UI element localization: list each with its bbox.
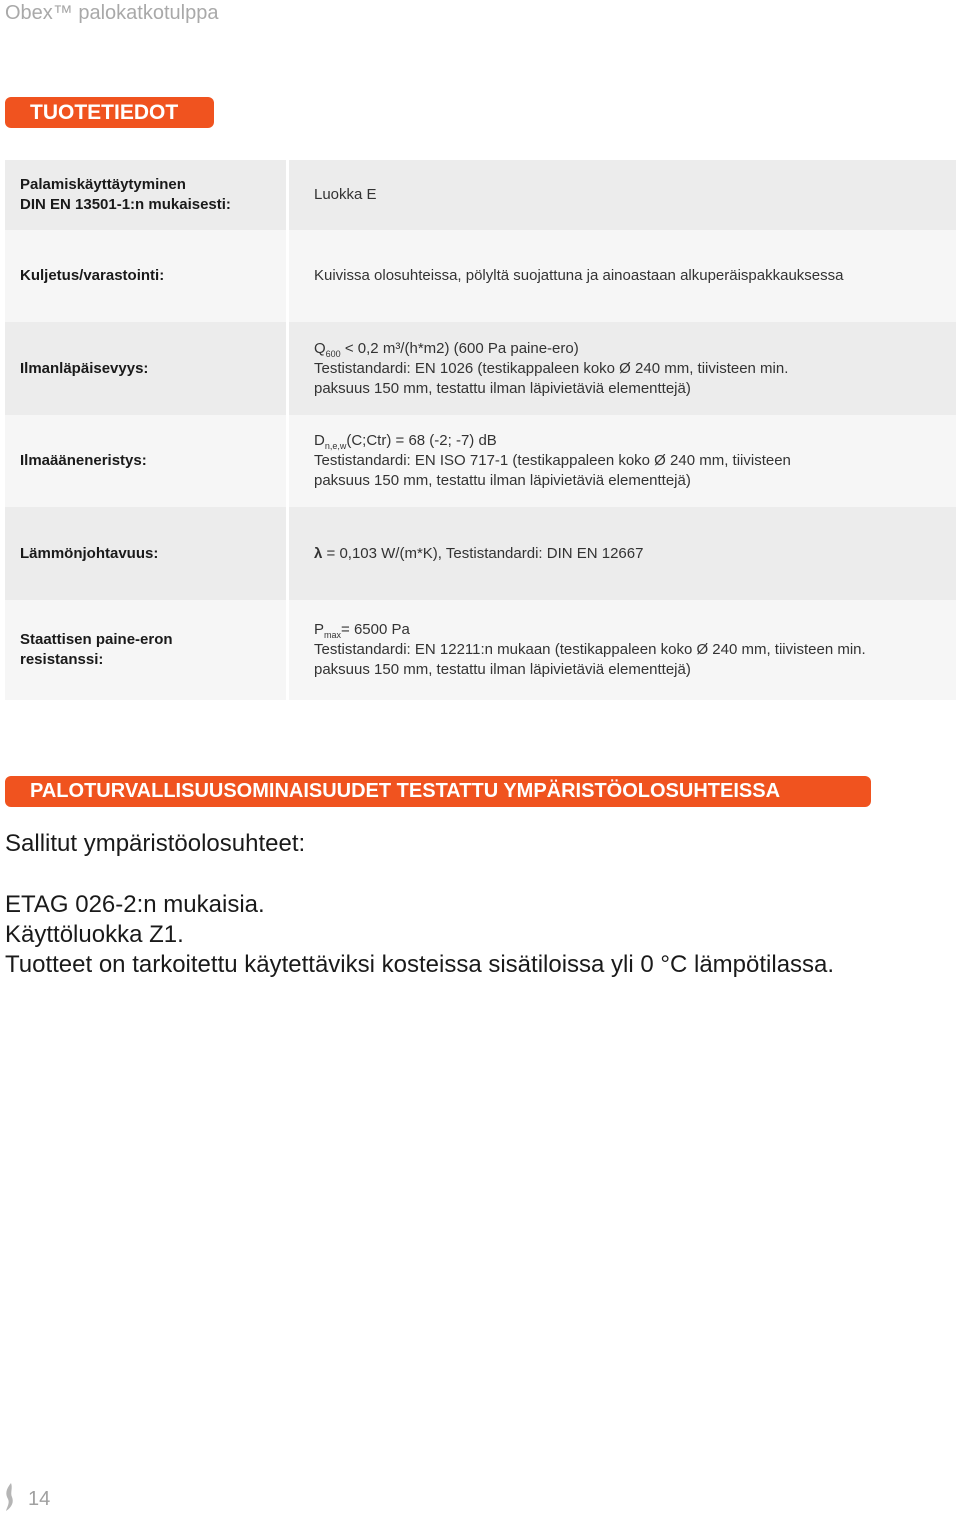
- spec-row-air-permeability: [5, 322, 956, 415]
- spec-value-line: Testistandardi: EN 12211:n mukaan (testikappaleen koko Ø 240 mm, tiivisteen min.: [314, 641, 866, 658]
- spec-label-line: Palamiskäyttäytyminen: [20, 176, 186, 193]
- spec-label-line: Kuljetus/varastointi:: [20, 267, 165, 284]
- spec-row-transport-storage: [5, 230, 956, 322]
- spec-row-fire-behaviour: [5, 160, 956, 230]
- spec-value-line: Kuivissa olosuhteissa, pölyltä suojattuna ja ainoastaan alkuperäispakkauksessa: [314, 267, 844, 284]
- spec-formula: [314, 544, 956, 564]
- formula-symbol: λ: [314, 544, 323, 562]
- spec-value-line: Luokka E: [314, 186, 377, 203]
- spec-label: [5, 322, 288, 415]
- environment-line: ETAG 026-2:n mukaisia.: [5, 891, 265, 918]
- spec-label-line: Ilmaääneneristys:: [20, 452, 147, 469]
- formula-symbol: Q: [314, 339, 326, 357]
- document-header-title: Obex™ palokatkotulppa: [5, 2, 219, 24]
- formula-text: = 0,103 W/(m*K), Testistandardi: DIN EN 12667: [322, 544, 644, 562]
- formula-subscript: 600: [325, 348, 341, 359]
- environment-line: Tuotteet on tarkoitettu käytettäviksi kosteissa sisätiloissa yli 0 °C lämpötilassa.: [5, 951, 835, 978]
- formula-text: = 6500 Pa: [341, 621, 410, 638]
- spec-label-line: Lämmönjohtavuus:: [20, 544, 159, 562]
- spec-label: [5, 600, 288, 700]
- spec-value-line: Testistandardi: EN 1026 (testikappaleen koko Ø 240 mm, tiivisteen min.: [314, 359, 789, 377]
- formula-text: (C;Ctr) = 68 (-2; -7) dB: [346, 432, 497, 449]
- spec-formula: [314, 620, 956, 640]
- spec-label: [5, 230, 288, 322]
- formula-text: < 0,2 m³/(h*m2) (600 Pa paine-ero): [340, 339, 579, 357]
- formula-subscript: max: [324, 630, 342, 640]
- spec-row-static-pressure-resistance: [5, 600, 956, 700]
- spec-label: [5, 507, 288, 600]
- product-info-banner: TUOTETIEDOT: [5, 97, 214, 128]
- spec-label: [5, 415, 288, 507]
- environment-text: [5, 890, 834, 980]
- formula-symbol: P: [314, 621, 325, 638]
- spec-value: [288, 415, 957, 507]
- spec-label: [5, 160, 288, 230]
- environment-line: Käyttöluokka Z1.: [5, 921, 184, 948]
- spec-formula: [314, 431, 956, 451]
- spec-value: [288, 600, 957, 700]
- spec-value: [288, 322, 957, 415]
- page-footer: [4, 1482, 50, 1517]
- spec-label-line: Staattisen paine-eron: [20, 631, 173, 648]
- spec-value-line: paksuus 150 mm, testattu ilman läpivietäviä elementtejä): [314, 379, 691, 397]
- environment-heading: Sallitut ympäristöolosuhteet:: [5, 830, 306, 857]
- spec-value: [288, 230, 957, 322]
- spec-value-line: Testistandardi: EN ISO 717-1 (testikappaleen koko Ø 240 mm, tiivisteen: [314, 452, 791, 469]
- page-number: 14: [28, 1488, 51, 1510]
- spec-label-line: DIN EN 13501-1:n mukaisesti:: [20, 196, 231, 213]
- spec-label-line: Ilmanläpäisevyys:: [20, 359, 149, 377]
- spec-label-line: resistanssi:: [20, 651, 104, 668]
- spec-formula: [314, 339, 956, 359]
- formula-subscript: n,e,w: [324, 441, 347, 451]
- environment-banner: PALOTURVALLISUUSOMINAISUUDET TESTATTU YMPÄRISTÖOLOSUHTEISSA: [5, 776, 871, 807]
- formula-symbol: D: [314, 432, 325, 449]
- spec-value: [288, 160, 957, 230]
- spec-row-thermal-conductivity: [5, 507, 956, 600]
- spec-value-line: paksuus 150 mm, testattu ilman läpivietäviä elementtejä): [314, 472, 691, 489]
- product-spec-table: [5, 160, 956, 700]
- spec-value-line: paksuus 150 mm, testattu ilman läpivietäviä elementtejä): [314, 661, 691, 678]
- spec-value: [288, 507, 957, 600]
- flame-logo-icon: [4, 1482, 16, 1517]
- spec-row-sound-insulation: [5, 415, 956, 507]
